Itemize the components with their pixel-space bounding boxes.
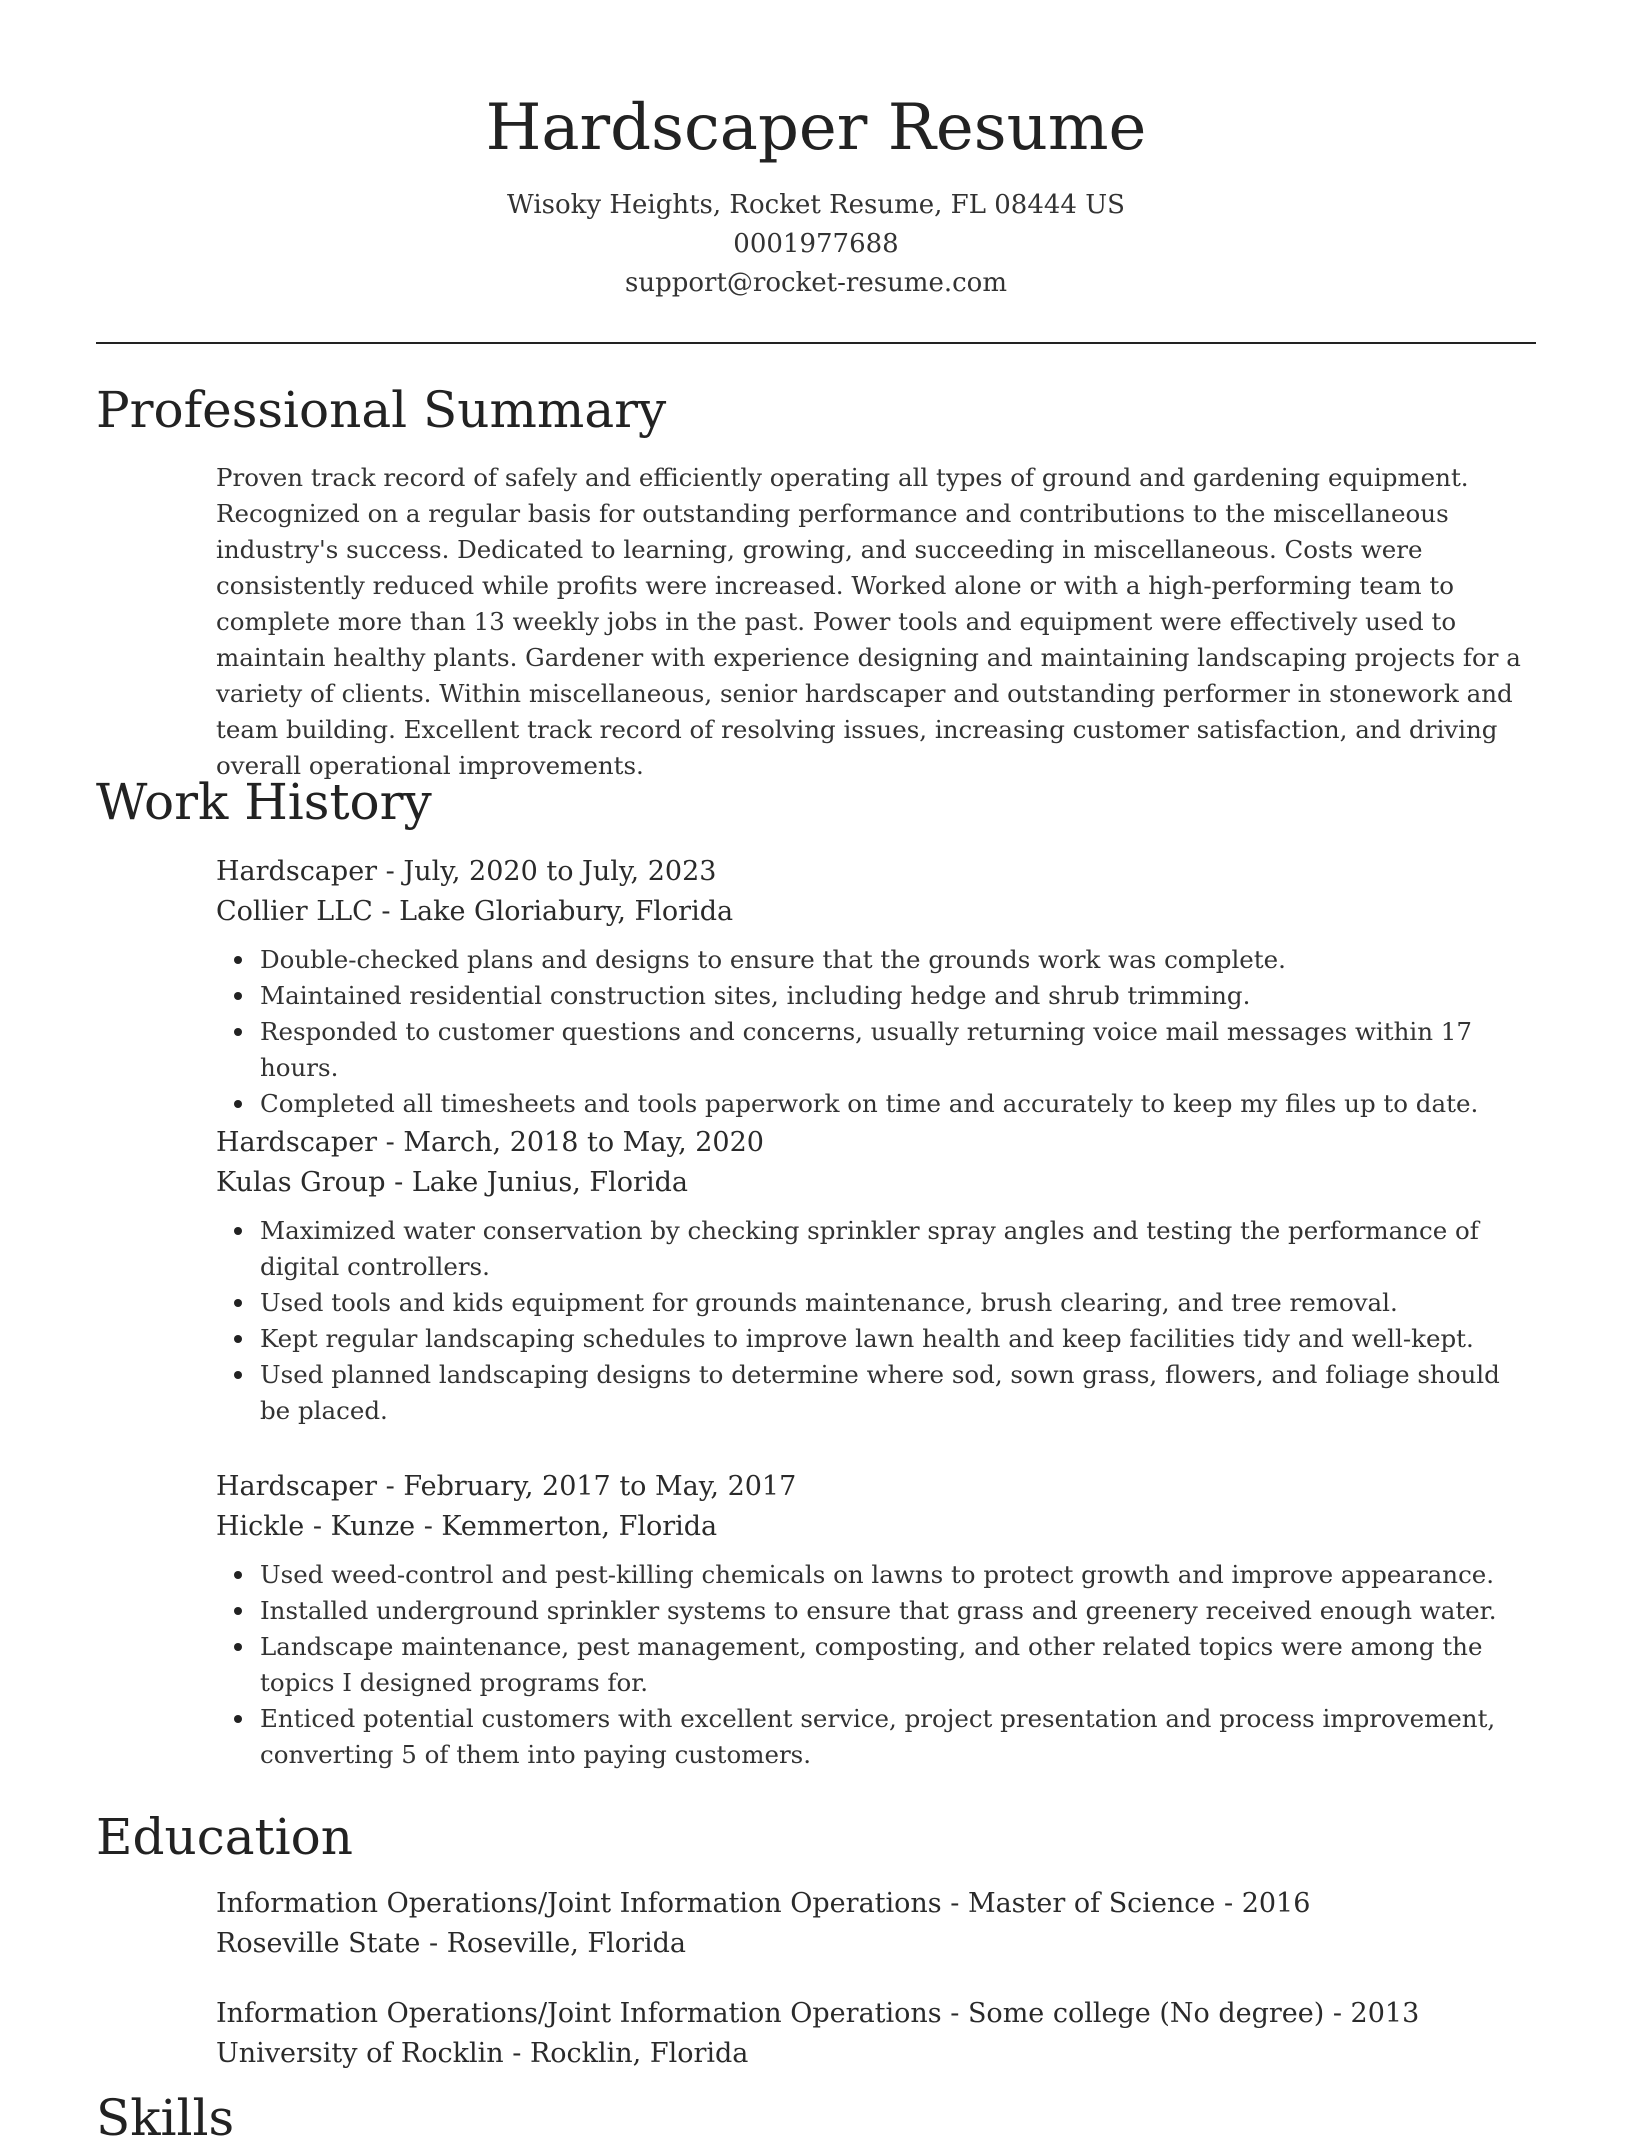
contact-address: Wisoky Heights, Rocket Resume, FL 08444 US [507,190,1125,220]
education-school: Roseville State - Roseville, Florida [216,1928,686,1959]
education-school: University of Rocklin - Rocklin, Florida [216,2038,749,2069]
list-item: Landscape maintenance, pest management, composting, and other related topics were among the topics I designed programs for. [260,1629,1531,1701]
list-item: Responded to customer questions and concerns, usually returning voice mail messages within 17 hours. [260,1014,1531,1086]
job-entry [216,852,1531,1122]
contact-phone: 0001977688 [733,229,899,259]
list-item: Enticed potential customers with excellent service, project presentation and process improvement, converting 5 of them into paying customers. [260,1701,1531,1773]
job-bullets [216,1557,1531,1773]
job-role-dates: Hardscaper - February, 2017 to May, 2017 [216,1471,797,1502]
education-entry [216,1884,1531,1964]
section-title-education: Education [96,1808,353,1866]
list-item: Maintained residential construction sites, including hedge and shrub trimming. [260,978,1531,1014]
job-bullets [216,942,1531,1122]
list-item: Used weed-control and pest-killing chemicals on lawns to protect growth and improve appearance. [260,1557,1531,1593]
resume-title: Hardscaper Resume [485,91,1147,165]
list-item: Installed underground sprinkler systems to ensure that grass and greenery received enough water. [260,1593,1531,1629]
resume-header [0,0,1632,303]
section-title-work-history: Work History [96,773,432,831]
job-company-location: Kulas Group - Lake Junius, Florida [216,1167,688,1198]
education-entry [216,1994,1531,2074]
summary-block [216,460,1531,784]
section-title-summary: Professional Summary [96,381,667,439]
summary-text: Proven track record of safely and efficiently operating all types of ground and gardening equipment. Recognized on a regular basis for outstanding performance and contributions to the miscellaneous industry's success. Dedicated to learning, growing, and succeeding in miscellaneous. Costs were consistently reduced while profits were increased. Worked alone or with a high-performing team to complete more than 13 weekly jobs in the past. Power tools and equipment were effectively used to maintain healthy plants. Gardener with experience designing and maintaining landscaping projects for a variety of clients. Within miscellaneous, senior hardscaper and outstanding performer in stonework and team building. Excellent track record of resolving issues, increasing customer satisfaction, and driving overall operational improvements. [216,463,1521,780]
contact-info [0,186,1632,303]
section-title-skills: Skills [96,2089,235,2147]
job-entry [216,1123,1531,1429]
list-item: Used tools and kids equipment for grounds maintenance, brush clearing, and tree removal. [260,1285,1531,1321]
list-item: Kept regular landscaping schedules to improve lawn health and keep facilities tidy and well-kept. [260,1321,1531,1357]
job-entry [216,1467,1531,1773]
job-bullets [216,1213,1531,1429]
education-degree: Information Operations/Joint Information Operations - Some college (No degree) - 2013 [216,1998,1420,2029]
job-company-location: Collier LLC - Lake Gloriabury, Florida [216,896,734,927]
list-item: Double-checked plans and designs to ensure that the grounds work was complete. [260,942,1531,978]
header-divider [96,342,1536,344]
education-degree: Information Operations/Joint Information Operations - Master of Science - 2016 [216,1888,1311,1919]
job-role-dates: Hardscaper - July, 2020 to July, 2023 [216,856,717,887]
job-role-dates: Hardscaper - March, 2018 to May, 2020 [216,1127,764,1158]
job-company-location: Hickle - Kunze - Kemmerton, Florida [216,1511,718,1542]
contact-email[interactable]: support@rocket-resume.com [624,268,1007,298]
list-item: Used planned landscaping designs to determine where sod, sown grass, flowers, and foliage should be placed. [260,1357,1531,1429]
list-item: Maximized water conservation by checking sprinkler spray angles and testing the performance of digital controllers. [260,1213,1531,1285]
list-item: Completed all timesheets and tools paperwork on time and accurately to keep my files up to date. [260,1086,1531,1122]
